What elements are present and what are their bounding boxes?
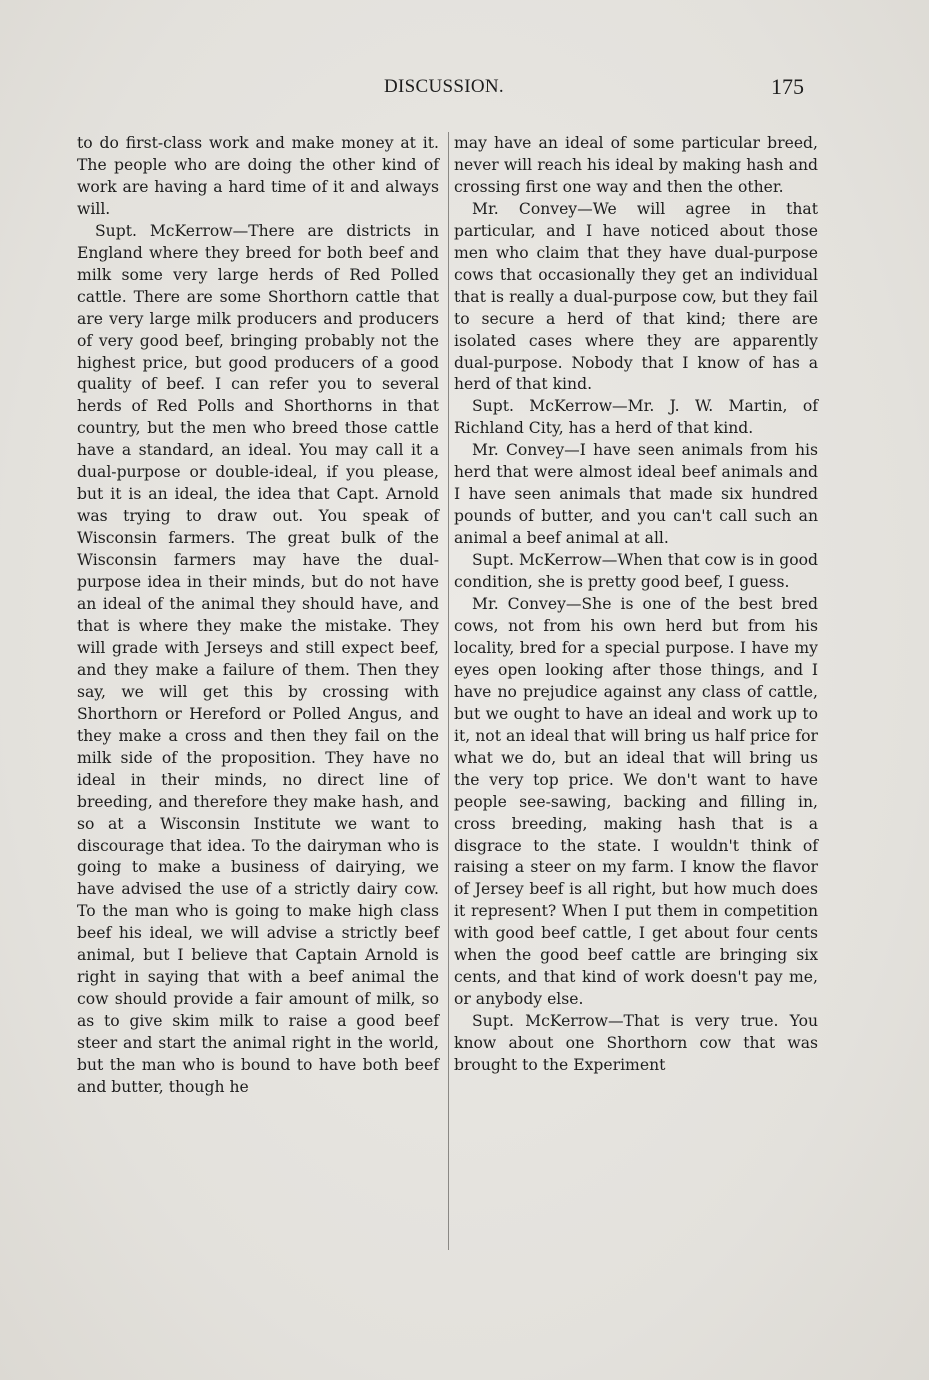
paragraph: Mr. Convey—We will agree in that particular, and I have noticed about those men who claim that they have dual-purpose cows that occasionally they get an individual that is really a dual-purpose cow, but they fail to secure a herd of that kind; there are isolated cases where they are apparently dual-purpose. Nobody that I know of has a herd of that kind. [454, 199, 818, 394]
paragraph: to do first-class work and make money at it. The people who are doing the other kind of work are having a hard time of it and always will. [77, 134, 439, 218]
paragraph: Supt. McKerrow—Mr. J. W. Martin, of Richland City, has a herd of that kind. [454, 397, 818, 438]
running-head [0, 76, 929, 104]
running-title: DISCUSSION. [384, 76, 504, 97]
paragraph: may have an ideal of some particular breed, never will reach his ideal by making hash and crossing first one way and then the other. [454, 134, 818, 196]
page-number: 175 [771, 74, 804, 99]
left-column [77, 133, 439, 1099]
right-column [454, 133, 818, 1077]
column-divider [448, 132, 449, 1250]
paragraph: Mr. Convey—I have seen animals from his herd that were almost ideal beef animals and I have seen animals that made six hundred pounds of butter, and you can't call such an animal a beef animal at all. [454, 441, 818, 548]
paragraph: Mr. Convey—She is one of the best bred cows, not from his own herd but from his locality, bred for a special purpose. I have my eyes open looking after those things, and I have no prejudice against any class of cattle, but we ought to have an ideal and work up to it, not an ideal that will bring us half price for what we do, but an ideal that will bring us the very top price. We don't want to have people see-sawing, backing and filling in, cross breeding, making hash that is a disgrace to the state. I wouldn't think of raising a steer on my farm. I know the flavor of Jersey beef is all right, but how much does it represent? When I put them in competition with good beef cattle, I get about four cents when the good beef cattle are bringing six cents, and that kind of work doesn't pay me, or anybody else. [454, 595, 818, 1009]
paragraph: Supt. McKerrow—That is very true. You know about one Shorthorn cow that was brought to the Experiment [454, 1012, 818, 1075]
paragraph: Supt. McKerrow—There are districts in England where they breed for both beef and milk some very large herds of Red Polled cattle. There are some Shorthorn cattle that are very large milk producers and producers of very good beef, bringing probably not the highest price, but good producers of a good quality of beef. I can refer you to several herds of Red Polls and Shorthorns in that country, but the men who breed those cattle have a standard, an ideal. You may call it a dual-purpose or double-ideal, if you please, but it is an ideal, the idea that Capt. Arnold was trying to draw out. You speak of Wisconsin farmers. The great bulk of the Wisconsin farmers may have the dual-purpose idea in their minds, but do not have an ideal of the animal they should have, and that is where they make the mistake. They will grade with Jerseys and still expect beef, and they make a failure of them. Then they say, we will get this by crossing with Shorthorn or Hereford or Polled Angus, and they make a cross and then they fail on the milk side of the proposition. They have no ideal in their minds, no direct line of breeding, and therefore they make hash, and so at a Wisconsin Institute we want to discourage that idea. To the dairyman who is going to make a business of dairying, we have advised the use of a strictly dairy cow. To the man who is going to make high class beef his ideal, we will advise a strictly beef animal, but I believe that Captain Arnold is right in saying that with a beef animal the cow should provide a fair amount of milk, so as to give skim milk to raise a good beef steer and start the animal right in the world, but the man who is bound to have both beef and butter, though he [77, 221, 439, 1096]
paragraph: Supt. McKerrow—When that cow is in good condition, she is pretty good beef, I guess. [454, 551, 818, 592]
